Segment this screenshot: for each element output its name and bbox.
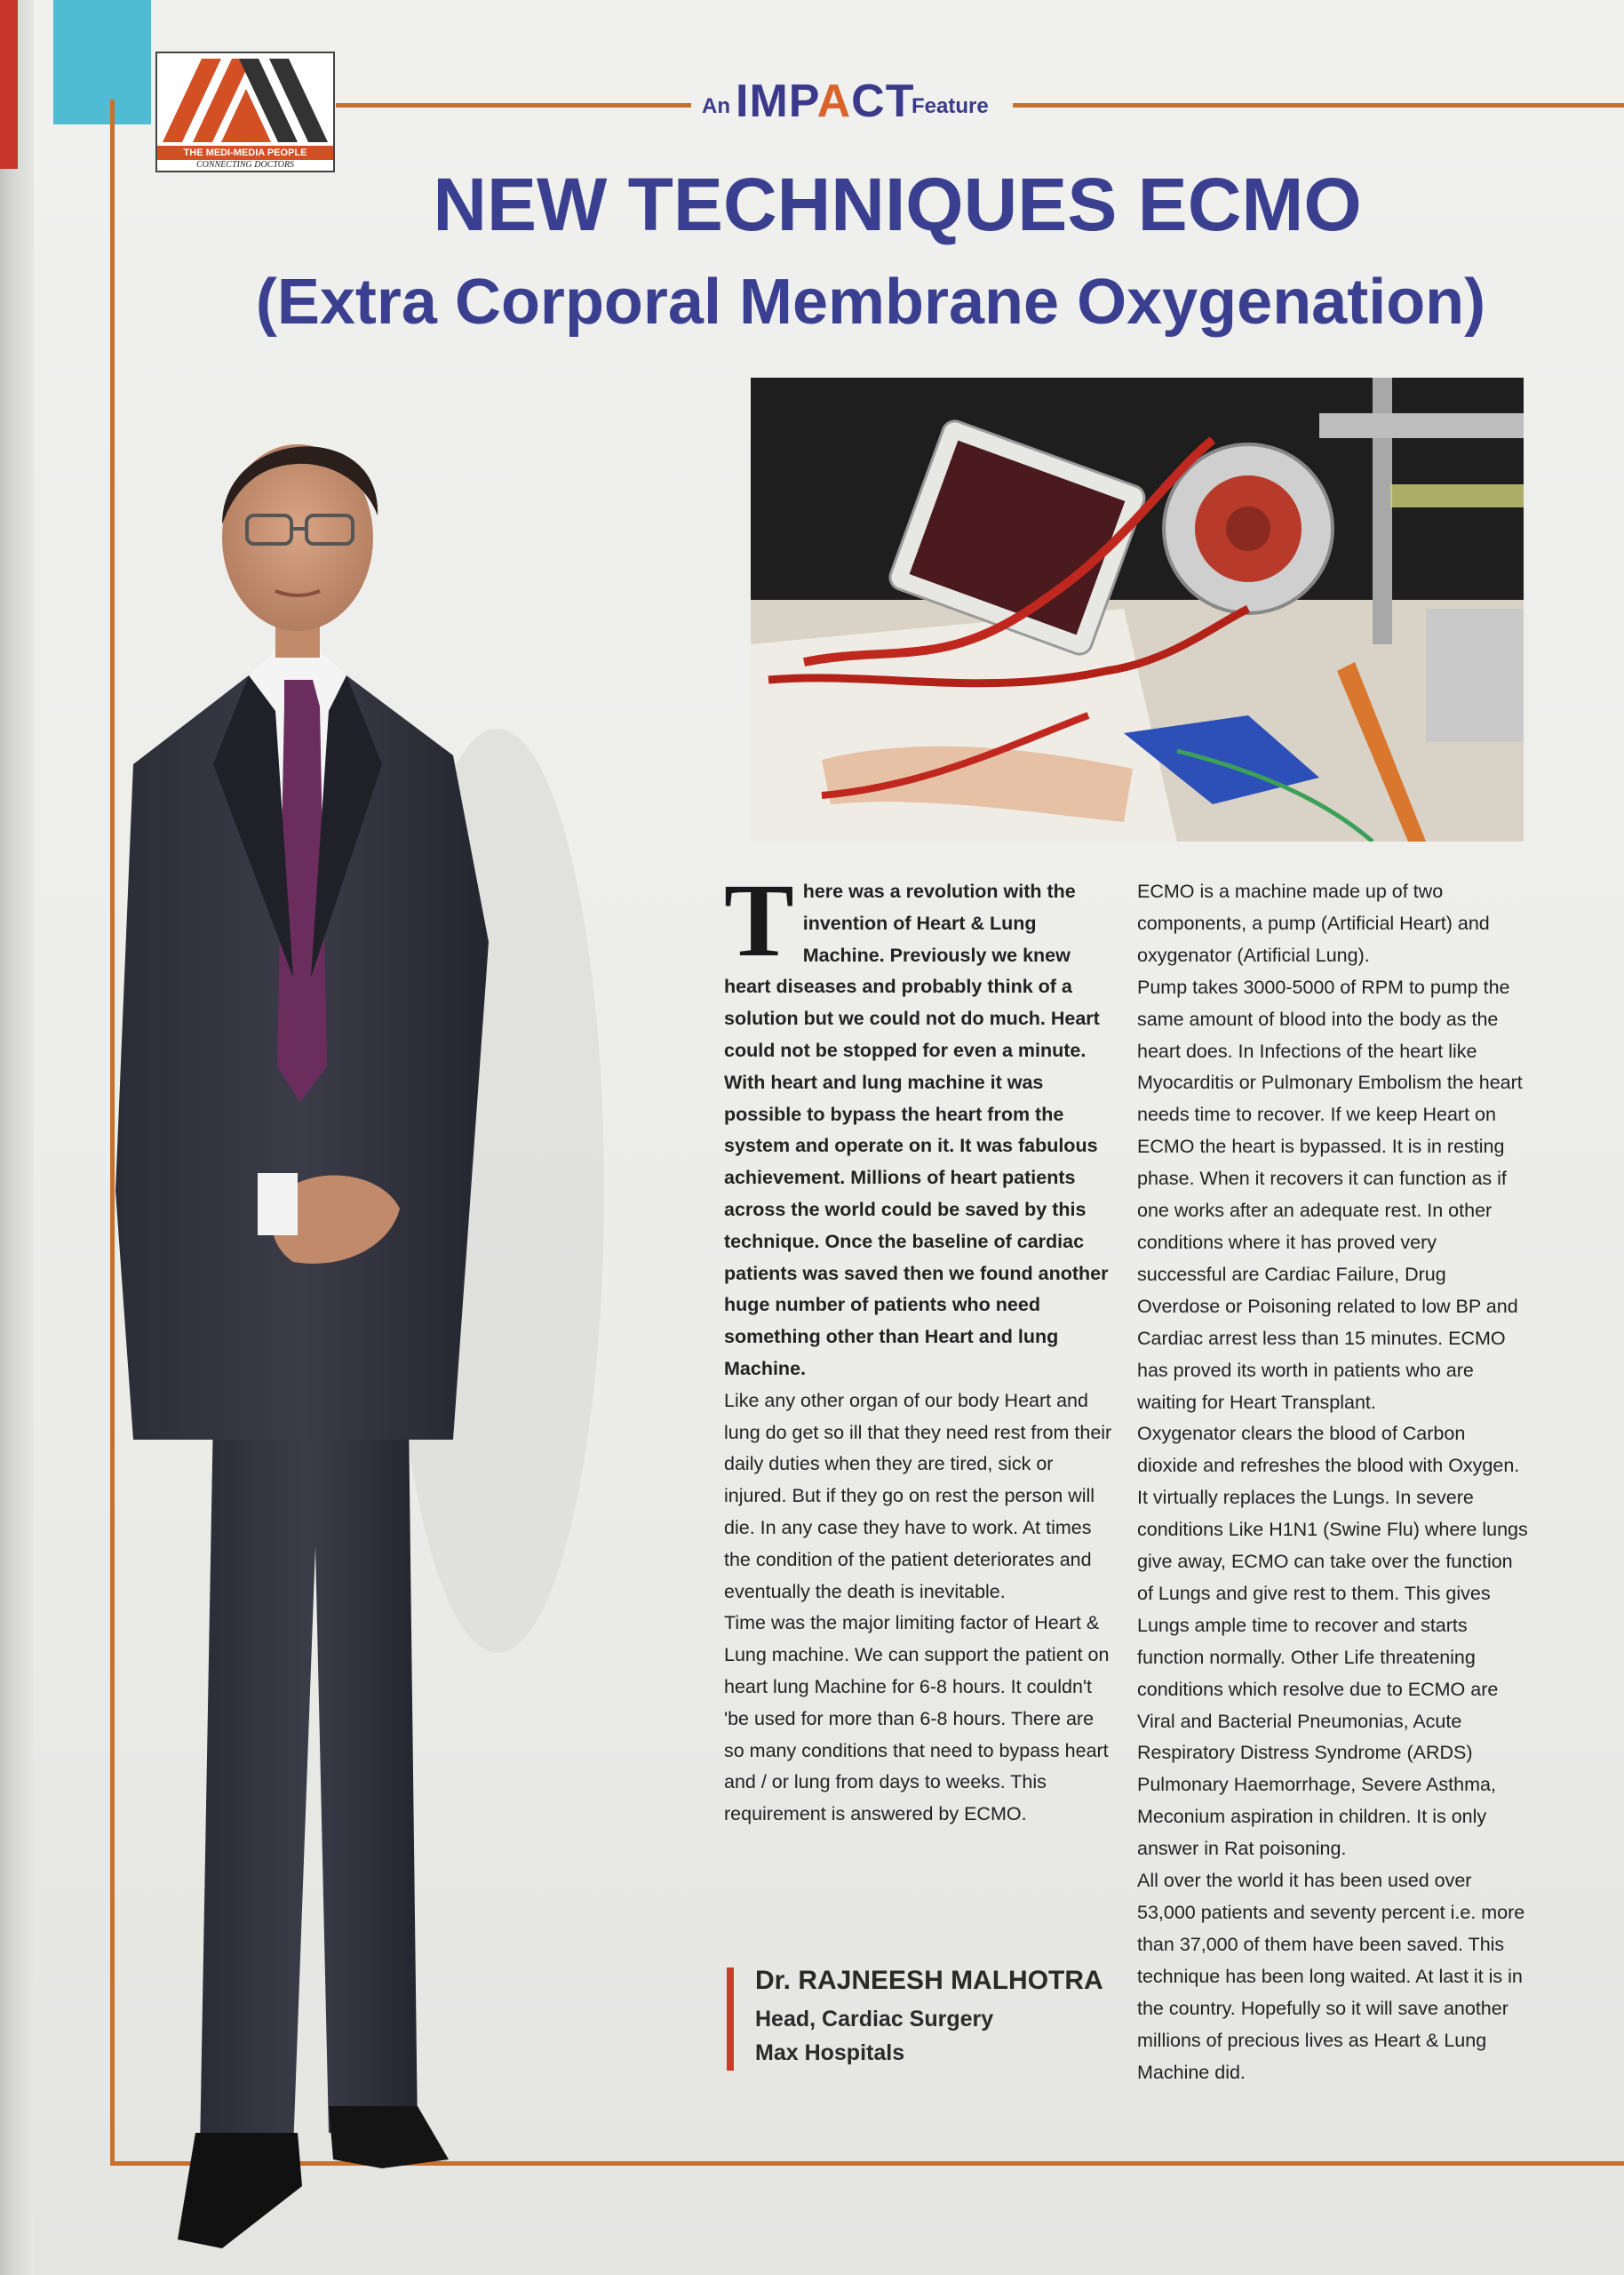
frame-top-rule-right <box>1013 103 1624 108</box>
logo-tagline: CONNECTING DOCTORS <box>195 160 295 170</box>
article-column-left <box>724 862 1115 1831</box>
author-byline <box>727 1966 1118 2072</box>
ecmo-machine-photo <box>751 378 1524 842</box>
body-paragraph-1: Like any other organ of our body Heart and lung do get so ill that they need rest from their daily duties when they are tired, sick or injured. But if they go on rest the person will die. In any case they have to work. At times the condition of the patient deteriorates and eventually the death is inevitable. <box>724 1389 1112 1602</box>
logo-text: THE MEDI-MEDIA PEOPLE <box>157 146 333 160</box>
intro-text: here was a revolution with the invention of Heart & Lung Machine. Previously we knew heart diseases and probably think of a solution but we could not do much. Heart could not be stopped for even a minute. With heart and lung machine it was possible to bypass the heart from the system and operate on it. It was fabulous achievement. Millions of heart patients across the world could be saved by this technique. Once the baseline of cardiac patients was saved then we found another huge number of patients who need something other than Heart and lung Machine. <box>724 881 1109 1379</box>
author-role: Head, Cardiac Surgery <box>755 2007 994 2032</box>
frame-top-rule-left <box>336 103 691 108</box>
page-binding-edge <box>0 0 34 2275</box>
mm-logo-icon <box>157 53 333 146</box>
byline-accent-bar <box>727 1968 734 2071</box>
medi-media-logo <box>155 52 335 172</box>
body-paragraph-6: All over the world it has been used over 53,000 patients and seventy percent i.e. more than 37,000 of them have been saved. This technique has been long waited. At last it is in the country. Hopefully so it will save another millions of precious lives as Heart & Lung Machine did. <box>1137 1870 1525 2083</box>
impact-word-part-b: A <box>816 76 852 127</box>
impact-feature-label <box>702 75 1008 128</box>
article-title: NEW TECHNIQUES ECMO <box>433 163 1362 246</box>
article-column-right <box>1137 876 1528 2088</box>
intro-paragraph <box>724 862 1115 1385</box>
impact-word-part-c: CT <box>851 76 915 127</box>
teal-corner-tab <box>53 0 151 124</box>
impact-word <box>736 75 914 128</box>
article-subtitle: (Extra Corporal Membrane Oxygenation) <box>255 267 1486 338</box>
body-paragraph-4: Pump takes 3000-5000 of RPM to pump the same amount of blood into the body as the heart does. In Infections of the heart like Myocarditis or Pulmonary Embolism the heart needs time to recover. If we keep Heart on ECMO the heart is bypassed. It is in resting phase. When it recovers it can function as if one works after an adequate rest. In other conditions where it has proved very successful are Cardiac Failure, Drug Overdose or Poisoning related to low BP and Cardiac arrest less than 15 minutes. ECMO has proved its worth in patients who are waiting for Heart Transplant. <box>1137 976 1523 1413</box>
impact-suffix: Feature <box>912 94 989 118</box>
body-paragraph-5: Oxygenator clears the blood of Carbon dioxide and refreshes the blood with Oxygen. It virtually replaces the Lungs. In severe conditions Like H1N1 (Swine Flu) where lungs give away, ECMO can take over the function of Lungs and give rest to them. This gives Lungs ample time to recover and starts function normally. Other Life threatening conditions which resolve due to ECMO are Viral and Bacterial Pneumonias, Acute Respiratory Distress Syndrome (ARDS) Pulmonary Haemorrhage, Severe Asthma, Meconium aspiration in children. It is only answer in Rat poisoning. <box>1137 1423 1528 1860</box>
doctor-portrait <box>115 391 711 2275</box>
author-organization: Max Hospitals <box>755 2040 905 2065</box>
impact-prefix: An <box>702 94 730 118</box>
body-paragraph-3: ECMO is a machine made up of two components, a pump (Artificial Heart) and oxygenator (Artificial Lung). <box>1137 881 1490 966</box>
dropcap-letter: T <box>724 862 794 978</box>
body-paragraph-2: Time was the major limiting factor of Heart & Lung machine. We can support the patient on heart lung Machine for 6-8 hours. It couldn't 'be used for more than 6-8 hours. There are so many conditions that need to bypass heart and / or lung from days to weeks. This requirement is answered by ECMO. <box>724 1612 1110 1825</box>
impact-word-part-a: IMP <box>736 76 817 127</box>
author-name: Dr. RAJNEESH MALHOTRA <box>755 1966 1103 1995</box>
red-corner-strip <box>0 0 18 169</box>
frame-left-border <box>110 100 115 2166</box>
